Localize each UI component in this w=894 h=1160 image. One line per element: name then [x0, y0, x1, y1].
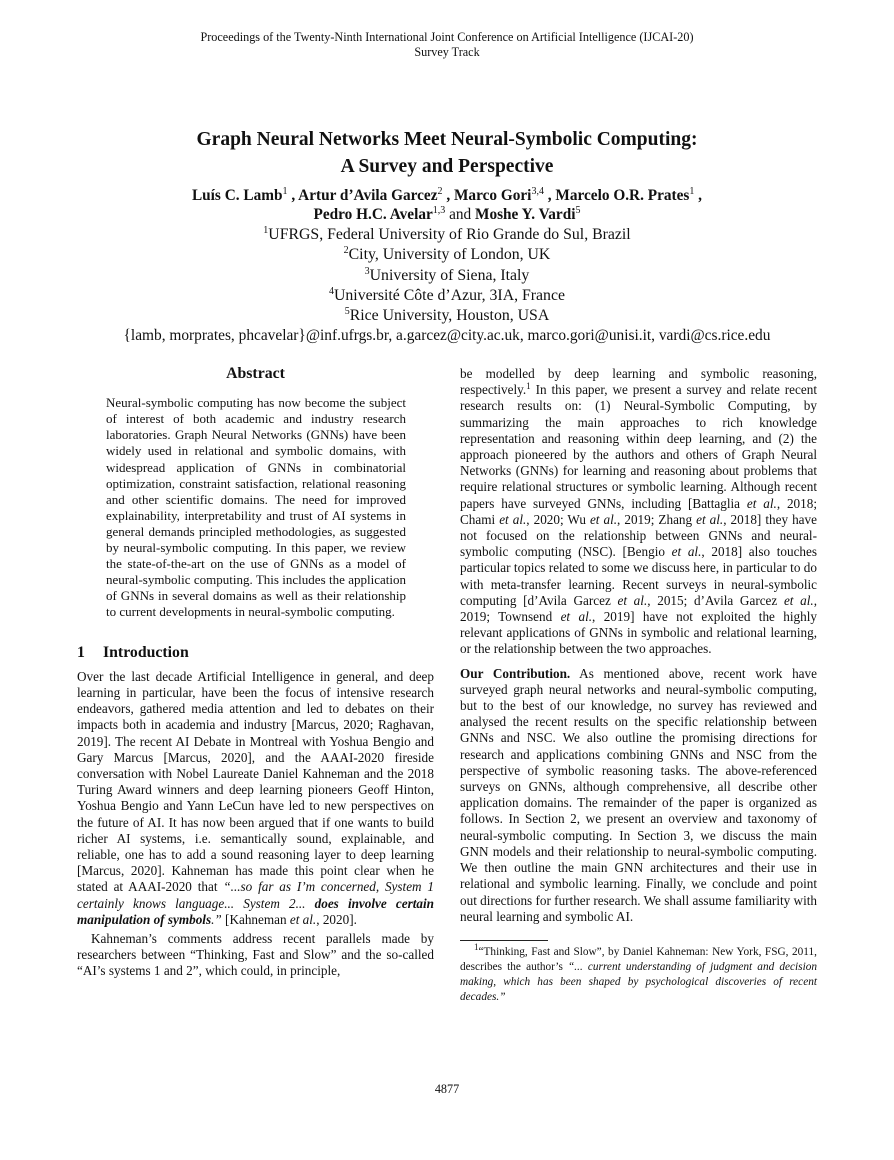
citation-etal: et al.	[746, 495, 777, 511]
citation-etal: et al.	[289, 911, 317, 927]
intro-paragraph-2: Kahneman’s comments address recent parallels made by researchers between “Thinking, Fast and Slow” and the so-called “AI’s systems 1 and 2”, which could, in principle,	[77, 930, 434, 979]
text-run: , 2020; Wu	[526, 511, 590, 527]
affil-mark: 2	[343, 245, 349, 257]
text-run: , 2019] have not exploited the highly relevant applications of GNNs in symbolic and relational learning, or the relationship between the two approaches.	[460, 609, 817, 657]
section-title: Introduction	[103, 643, 189, 661]
affil-mark: 1	[263, 225, 269, 236]
citation: , 2020].	[316, 911, 357, 927]
paper-title	[0, 126, 894, 180]
text-run: In this paper, we present a survey and relate recent research results on: (1) Neural-Symbolic Computing, by summarizing the main approaches to rich knowledge representation and reasoning within deep learning, and (2) the approach pioneered by the authors and others of Graph Neural Networks (GNNs) for learning and reasoning about problems that require relational structures or symbolic learning. Although recent papers have surveyed GNNs, including [Battaglia	[460, 382, 817, 511]
author-affil-mark: 3,4	[531, 186, 544, 197]
text-run: be modelled by deep learning and symbolic reasoning, respectively.	[460, 366, 817, 398]
contribution-text: As mentioned above, recent work have surveyed graph neural networks and neural-symbolic computing, but to the best of our knowledge, no survey has reviewed and analysed the recent results on the specific relationship between GNNs and NSC. We also outline the promising directions for research and applications combining GNNs and NSC from the perspective of symbolic reasoning tasks. The above-referenced surveys on GNNs, although comprehensive, all describe other application domains. The remainder of the paper is organized as follows. In Section 2, we present an overview and taxonomy of neural-symbolic computing. In Section 3, we discuss the main GNN models and their relationship to neural-symbolic computing. We then outline the main GNN architectures and their use in relational and symbolic learning. Finally, we conclude and point out directions for further research. We shall assume familiarity with neural learning and symbolic AI.	[460, 665, 817, 924]
footnote-text: “Thinking, Fast and Slow”, by Daniel Kahneman: New York, FSG, 2011, describes the author’s	[460, 945, 817, 973]
author-affil-mark: 5	[575, 205, 581, 216]
affiliation-list	[0, 225, 894, 347]
affil-text: City, University of London, UK	[348, 246, 551, 264]
citation-etal: et al.	[499, 511, 527, 527]
affil-text: UFRGS, Federal University of Rio Grande do Sul, Brazil	[268, 226, 631, 243]
citation-etal: et al.	[589, 511, 618, 527]
and-word: and	[449, 206, 472, 223]
citation-etal: et al.	[783, 592, 814, 608]
quote-end: .”	[211, 911, 222, 927]
author-affil-mark: 1	[282, 186, 288, 197]
footnote-quote: “... current understanding of judgment and decision making, which has been shaped by psychological discoveries of recent decades.”	[460, 960, 818, 1003]
text-run: , 2019; Zhang	[617, 511, 697, 527]
kahneman-quote: “...so far as I’m concerned, System 1 certainly knows language... System 2...	[77, 879, 434, 911]
page-number: 4877	[434, 1082, 460, 1096]
citation: [Kahneman	[221, 911, 290, 927]
affiliation	[0, 225, 894, 245]
citation-etal: et al.	[671, 544, 702, 560]
affil-text: Université Côte d’Azur, 3IA, France	[334, 286, 565, 304]
affil-text: Rice University, Houston, USA	[349, 307, 550, 325]
title-line-1: Graph Neural Networks Meet Neural-Symbolic Computing:	[196, 129, 698, 150]
citation-etal: et al.	[560, 609, 593, 625]
author-affil-mark: 1	[689, 186, 695, 197]
author-name: Artur d’Avila Garcez	[298, 187, 438, 204]
affiliation	[0, 266, 894, 286]
abstract-text: Neural-symbolic computing has now become the subject of interest of both academic and industry research laboratories. Graph Neural Networks (GNNs) have been widely used in relational and symbolic domains, with widespread application of GNNs in combinatorial optimization, constraint satisfaction, relational reasoning and other scientific domains. The need for improved explainability, interpretability and trust of AI systems in general demands principled methodologies, as suggested by neural-symbolic computing. In this paper, we review the state-of-the-art on the use of GNNs as a model of neural-symbolic computing. This includes the application of GNNs in several domains as well as their relationship to current developments in neural-symbolic computing.	[106, 395, 406, 620]
author-emails: {lamb, morprates, phcavelar}@inf.ufrgs.br, a.garcez@city.ac.uk, marco.gori@unisi.it, vardi@cs.rice.edu	[123, 327, 771, 345]
left-column	[77, 366, 434, 980]
intro-paragraph-1	[77, 669, 434, 928]
track-line: Survey Track	[414, 45, 480, 59]
right-column	[460, 366, 817, 1005]
kahneman-quote-bold: does involve certain manipulation of symbols	[77, 895, 434, 927]
text-run: , 2018] also touches particular topics related to some we discuss here, in particular to do with meta-transfer learning. Recent surveys in neural-symbolic computing [d’Avila Garcez	[460, 544, 818, 608]
affiliation	[0, 306, 894, 326]
author-name: Luís C. Lamb	[191, 187, 283, 204]
author-name: Marcelo O.R. Prates	[555, 187, 690, 204]
affil-mark: 5	[344, 306, 350, 318]
author-line-1: Luís C. Lamb$^1$ , Artur d’Avila Garcez$^2$ , Marco Gori$^{3,4}$ , Marcelo O.R. Prates$^1$ ,	[191, 186, 703, 204]
footnote-marker: 1	[526, 381, 531, 392]
author-name: Pedro H.C. Avelar	[313, 206, 433, 223]
footnote	[460, 941, 818, 1005]
author-name: Marco Gori	[453, 187, 532, 204]
affil-text: University of Siena, Italy	[369, 266, 530, 284]
text-run: , 2019; Townsend	[460, 592, 818, 625]
section-number: 1	[77, 643, 85, 661]
affiliation	[0, 245, 894, 265]
title-line-2: A Survey and Perspective	[340, 156, 554, 177]
author-list	[0, 186, 894, 224]
intro-heading	[77, 645, 434, 661]
citation-etal: et al.	[617, 592, 648, 608]
affiliation	[0, 286, 894, 306]
affil-mark: 3	[364, 265, 370, 277]
footnote-number: 1	[474, 941, 479, 952]
citation-etal: et al.	[696, 511, 724, 527]
abstract-heading: Abstract	[226, 365, 285, 382]
intro-text: Over the last decade Artificial Intelligence in general, and deep learning in particular, have been the focus of intensive research endeavors, gathered media attention and led to debates on their impacts both in academia and industry [Marcus, 2020; Raghavan, 2019]. The recent AI Debate in Montreal with Yoshua Bengio and Gary Marcus [Marcus, 2020], and the AAAI-2020 fireside conversation with Nobel Laureate Daniel Kahneman and the 2018 Turing Award winners and deep learning pioneers Geoff Hinton, Yoshua Bengio and Yann LeCun have led to new perspectives on the future of AI. It has now been argued that if one wants to build richer AI systems, i.e. semantically sound, explainable, and reliable, one has to add a sound reasoning layer to deep learning [Marcus, 2020]. Kahneman has made this point clear when he stated at AAAI-2020 that	[77, 668, 434, 895]
text-run: , 2015; d’Avila Garcez	[647, 592, 784, 608]
author-affil-mark: 2	[437, 186, 443, 197]
author-name: Moshe Y. Vardi	[475, 206, 576, 223]
contribution-paragraph	[460, 666, 817, 925]
author-line-2	[0, 205, 894, 224]
running-header	[0, 30, 894, 60]
footnote-rule	[460, 940, 548, 941]
text-run: , 2018] they have not focused on the relationship between GNNs and neural-symbolic computing (NSC). [Bengio	[460, 511, 817, 560]
author-affil-mark: 1,3	[432, 205, 446, 216]
text-run: , 2018; Chami	[460, 495, 818, 527]
affil-mark: 4	[329, 285, 334, 297]
proceedings-line: Proceedings of the Twenty-Ninth International Joint Conference on Artificial Intelligence (IJCAI-20)	[200, 30, 694, 44]
right-paragraph-1	[460, 366, 817, 658]
contribution-label: Our Contribution.	[460, 665, 571, 681]
